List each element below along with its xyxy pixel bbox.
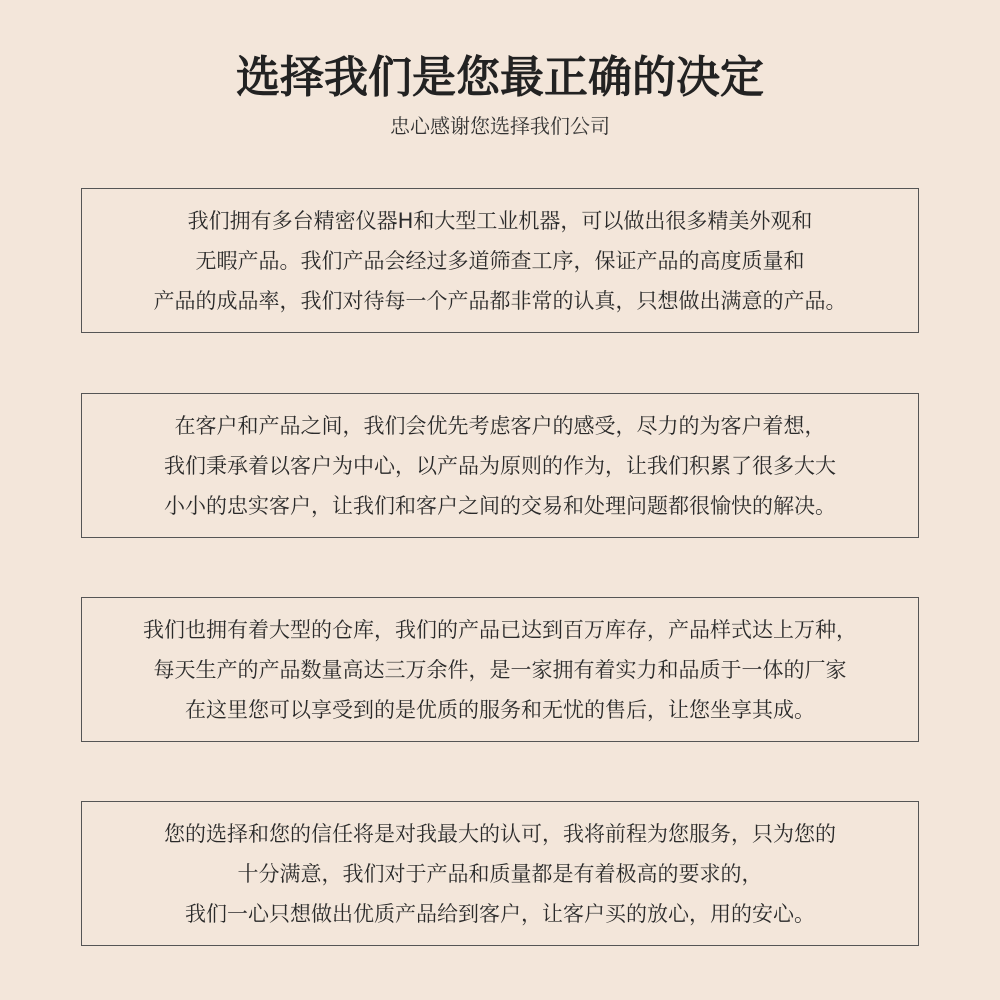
- card-text-line: 十分满意，我们对于产品和质量都是有着极高的要求的，: [237, 861, 763, 886]
- info-card-warehouse: [81, 597, 919, 742]
- card-text-line: 我们一心只想做出优质产品给到客户，让客户买的放心，用的安心。: [185, 901, 815, 926]
- card-text-line: 您的选择和您的信任将是对我最大的认可，我将前程为您服务，只为您的: [164, 821, 836, 846]
- card-text-line: 在客户和产品之间，我们会优先考虑客户的感受，尽力的为客户着想，: [174, 413, 826, 438]
- info-card-trust: [81, 801, 919, 946]
- card-text-line: 我们也拥有着大型的仓库，我们的产品已达到百万库存，产品样式达上万种，: [143, 617, 857, 642]
- card-text-line: 无暇产品。我们产品会经过多道筛查工序，保证产品的高度质量和: [195, 248, 805, 273]
- info-card-customer-first: [81, 393, 919, 538]
- card-text-line: 产品的成品率，我们对待每一个产品都非常的认真，只想做出满意的产品。: [153, 288, 847, 313]
- card-text-line: 小小的忠实客户，让我们和客户之间的交易和处理问题都很愉快的解决。: [164, 493, 836, 518]
- page-subtitle: 忠心感谢您选择我们公司: [390, 114, 610, 138]
- card-text-line: 每天生产的产品数量高达三万余件，是一家拥有着实力和品质于一体的厂家: [153, 657, 847, 682]
- card-text-line: 我们拥有多台精密仪器H和大型工业机器，可以做出很多精美外观和: [187, 208, 813, 233]
- info-card-equipment: [81, 188, 919, 333]
- card-text-line: 我们秉承着以客户为中心，以产品为原则的作为，让我们积累了很多大大: [164, 453, 836, 478]
- card-text-line: 在这里您可以享受到的是优质的服务和无忧的售后，让您坐享其成。: [185, 697, 815, 722]
- page-title: 选择我们是您最正确的决定: [236, 52, 764, 103]
